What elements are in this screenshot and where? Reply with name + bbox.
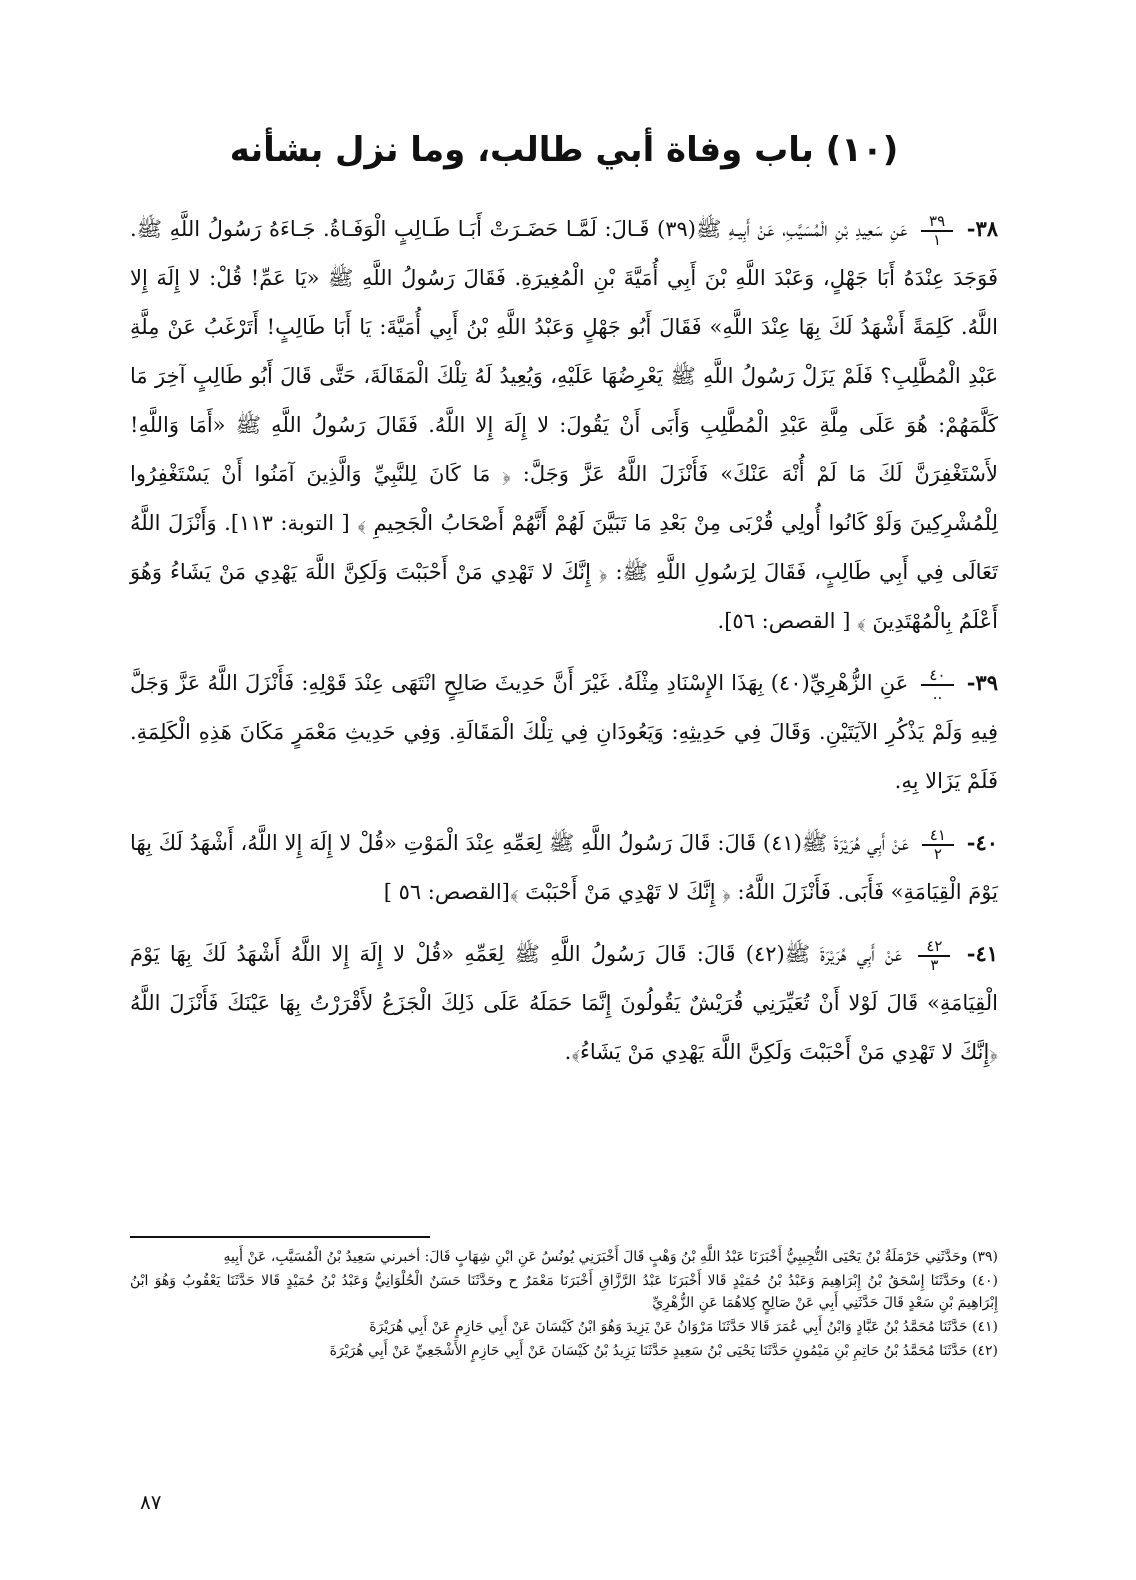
hadith-number: ٤٠- <box>966 830 998 855</box>
hadith-number: ٣٩- <box>966 670 998 695</box>
footnote-40: (٤٠) وحَدَّثَنَا إِسْحَقُ بْنُ إِبْرَاهِيمَ وَعَبْدُ بْنُ حُمَيْدٍ قَالا أَخْبَرَنَا عَبْدُ الرَّزَّاقِ أَخْبَرَنَا مَعْمَرٌ ح وحَدَّثَنَا حَسَنٌ الْحُلْوَانِيُّ وَعَبْدُ بْنُ حُمَيْدٍ قَالا حَدَّثَنَا يَعْقُوبُ وَهُوَ ابْنُ إِبْرَاهِيمَ بْنِ سَعْدٍ قَالَ حَدَّثَنِي أَبِي عَنْ صَالِحٍ كِلاهُمَا عَنِ الزُّهْرِيِّ <box>130 1273 998 1311</box>
footnote-41: (٤١) حَدَّثَنَا مُحَمَّدُ بْنُ عَبَّادٍ وَابْنُ أَبِي عُمَرَ قَالا حَدَّثَنَا مَرْوَانُ عَنْ يَزِيدَ وَهُوَ ابْنُ كَيْسَانَ عَنْ أَبِي حَازِمٍ عَنْ أَبِي هُرَيْرَةَ <box>369 1319 998 1335</box>
footnote-42: (٤٢) حَدَّثَنَا مُحَمَّدُ بْنُ حَاتِمِ بْنِ مَيْمُونٍ حَدَّثَنَا يَحْيَى بْنُ سَعِيدٍ حَدَّثَنَا يَزِيدُ بْنُ كَيْسَانَ عَنْ أَبِي حَازِمٍ الأَشْجَعِيِّ عَنْ أَبِي هُرَيْرَةَ <box>329 1343 998 1359</box>
hadith-reference-fraction: $\frac{٤٢}{٣}$ <box>918 939 950 973</box>
hadith-reference-fraction: $\frac{٤١}{٢}$ <box>922 828 954 862</box>
footnote-39: (٣٩) وحَدَّثَنِي حَرْمَلَةُ بْنُ يَحْيَى التُّجِيبِيُّ أَخْبَرَنَا عَبْدُ اللَّهِ بْنُ وَهْبٍ قَالَ أَخْبَرَنِي يُونُسُ عَنِ ابْنِ شِهَابٍ قَالَ: أخبرني سَعِيدُ بْنُ الْمُسَيَّبِ، عَنْ أَبِيهِ <box>223 1249 998 1265</box>
hadith-39 <box>130 658 998 806</box>
page-body <box>130 128 998 1359</box>
hadith-text: عَنْ أَبِي هُرَيْرَةَ ﷺ(٤١) قَالَ: قَالَ رَسُولُ اللَّهِ ﷺ لِعَمِّهِ عِنْدَ الْمَوْتِ «قُلْ لا إِلَهَ إِلا اللَّهُ، أَشْهَدُ لَكَ بِهَا يَوْمَ الْقِيَامَةِ» فَأَبَى. فَأَنْزَلَ اللَّهُ: ﴿ إِنَّكَ لا تَهْدِي مَنْ أَحْبَبْتَ ﴾[القصص: ٥٦ ] <box>130 831 998 904</box>
hadith-38 <box>130 204 998 646</box>
hadith-reference-fraction: $\frac{٣٩}{١}$ <box>921 214 953 248</box>
hadith-text: عَنِ سَعِيدِ بْنِ الْمُسَيَّبِ، عَنْ أَبِيـهِ ﷺ(٣٩) قَـالَ: لَمَّـا حَضَـرَتْ أَبَـا طَـالِبٍ الْوَفَـاةُ. جَـاءَهُ رَسُولُ اللَّهِ ﷺ. فَوَجَدَ عِنْدَهُ أَبَا جَهْلٍ، وَعَبْدَ اللَّهِ بْنَ أَبِي أُمَيَّةَ بْنِ الْمُغِيرَةِ. فَقَالَ رَسُولُ اللَّهِ ﷺ «يَا عَمِّ! قُلْ: لا إِلَهَ إِلا اللَّهُ. كَلِمَةً أَشْهَدُ لَكَ بِهَا عِنْدَ اللَّهِ» فَقَالَ أَبُو جَهْلٍ وَعَبْدُ اللَّهِ بْنُ أَبِي أُمَيَّةَ: يَا أَبَا طَالِبٍ! أَتَرْغَبُ عَنْ مِلَّةِ عَبْدِ الْمُطَّلِبِ؟ فَلَمْ يَزَلْ رَسُولُ اللَّهِ ﷺ يَعْرِضُهَا عَلَيْهِ، وَيُعِيدُ لَهُ تِلْكَ الْمَقَالَةَ، حَتَّى قَالَ أَبُو طَالِبٍ آخِرَ مَا كَلَّمَهُمْ: هُوَ عَلَى مِلَّةِ عَبْدِ الْمُطَّلِبِ وَأَبَى أَنْ يَقُولَ: لا إِلَهَ إِلا اللَّهُ. فَقَالَ رَسُولُ اللَّهِ ﷺ «أَمَا وَاللَّهِ! لأَسْتَغْفِرَنَّ لَكَ مَا لَمْ أُنْهَ عَنْكَ» فَأَنْزَلَ اللَّهُ عَزَّ وَجَلَّ: ﴿ مَا كَانَ لِلنَّبِيِّ وَالَّذِينَ آمَنُوا أَنْ يَسْتَغْفِرُوا لِلْمُشْرِكِينَ وَلَوْ كَانُوا أُولِي قُرْبَى مِنْ بَعْدِ مَا تَبَيَّنَ لَهُمْ أَنَّهُمْ أَصْحَابُ الْجَحِيمِ ﴾ [ التوبة: ١١٣]. وَأَنْزَلَ اللَّهُ تَعَالَى فِي أَبِي طَالِبٍ، فَقَالَ لِرَسُولِ اللَّهِ ﷺ: ﴿ إِنَّكَ لا تَهْدِي مَنْ أَحْبَبْتَ وَلَكِنَّ اللَّهَ يَهْدِي مَنْ يَشَاءُ وَهُوَ أَعْلَمُ بِالْمُهْتَدِينَ ﴾ [ القصص: ٥٦]. <box>130 217 998 633</box>
hadith-40 <box>130 818 998 917</box>
hadith-number: ٤١- <box>966 941 998 966</box>
page-number: ٨٧ <box>140 1490 162 1514</box>
footnotes <box>130 1246 998 1364</box>
hadith-number: ٣٨- <box>966 216 998 241</box>
hadith-text: عَنْ أَبِي هُرَيْرَةَ ﷺ(٤٢) قَالَ: قَالَ رَسُولُ اللَّهِ ﷺ لِعَمِّهِ «قُلْ لا إِلَهَ إِلا اللَّهُ أَشْهَدُ لَكَ بِهَا يَوْمَ الْقِيَامَةِ» قَالَ لَوْلا أَنْ تُعَيِّرَنِي قُرَيْشٌ يَقُولُونَ إِنَّمَا حَمَلَهُ عَلَى ذَلِكَ الْجَزَعُ لأَقْرَرْتُ بِهَا عَيْنَكَ فَأَنْزَلَ اللَّهُ ﴿إِنَّكَ لا تَهْدِي مَنْ أَحْبَبْتَ وَلَكِنَّ اللَّهَ يَهْدِي مَنْ يَشَاءُ﴾. <box>130 942 998 1064</box>
hadith-text: عَنِ الزُّهْرِيِّ(٤٠) بِهَذَا الإِسْنَادِ مِثْلَهُ. غَيْرَ أَنَّ حَدِيثَ صَالِحٍ انْتَهَى عِنْدَ قَوْلِهِ: فَأَنْزَلَ اللَّهُ عَزَّ وَجَلَّ فِيهِ وَلَمْ يَذْكُرِ الآيَتَيْنِ. وَقَالَ فِي حَدِيثِهِ: وَيَعُودَانِ فِي تِلْكَ الْمَقَالَةِ. وَفِي حَدِيثِ مَعْمَرٍ مَكَانَ هَذِهِ الْكَلِمَةِ. فَلَمْ يَزَالا بِهِ. <box>130 671 998 793</box>
footnote-separator <box>130 1236 430 1238</box>
chapter-title: (١٠) باب وفاة أبي طالب، وما نزل بشأنه <box>229 130 899 170</box>
hadith-41 <box>130 929 998 1077</box>
hadith-reference-fraction: $\frac{٤٠}{..}$ <box>921 668 953 702</box>
